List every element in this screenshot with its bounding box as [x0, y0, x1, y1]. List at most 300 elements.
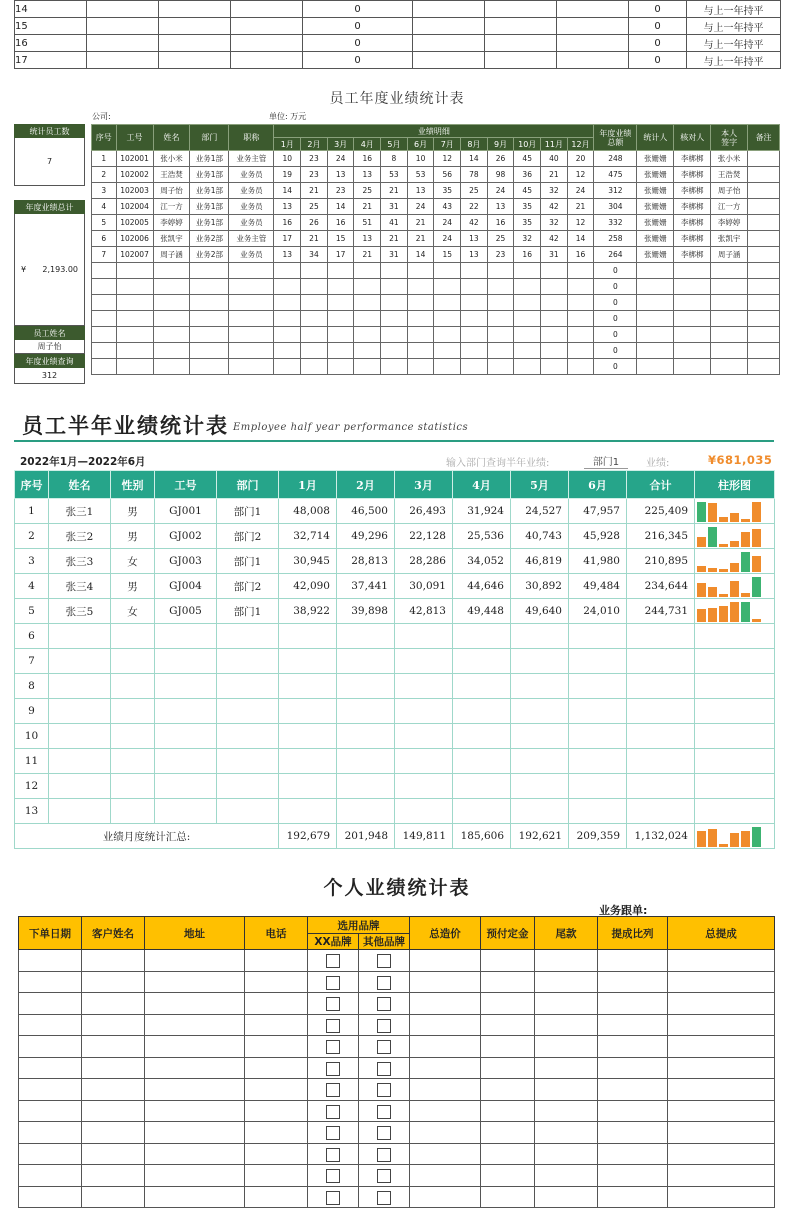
brand-other-checkbox[interactable] — [377, 997, 391, 1011]
header-month: 5月 — [381, 138, 408, 151]
empty-cell[interactable] — [410, 1014, 481, 1036]
employee-count-label: 统计员工数 — [14, 124, 85, 138]
annual-cell-month: 22 — [461, 199, 488, 215]
empty-cell[interactable] — [410, 1100, 481, 1122]
half-cell-month: 45,928 — [569, 524, 627, 549]
empty-cell — [627, 624, 695, 649]
empty-cell[interactable] — [481, 1014, 535, 1036]
brand-other-checkbox[interactable] — [377, 1105, 391, 1119]
brand-xx-cell — [308, 1122, 359, 1144]
annual-cell-sign: 王浩焚 — [711, 167, 748, 183]
empty-cell[interactable] — [481, 1079, 535, 1101]
empty-cell[interactable] — [668, 950, 775, 972]
empty-cell[interactable] — [245, 1036, 308, 1058]
empty-cell — [637, 327, 674, 343]
empty-cell[interactable] — [668, 1100, 775, 1122]
empty-cell — [569, 649, 627, 674]
annual-cell-month: 19 — [274, 167, 301, 183]
empty-cell — [301, 263, 328, 279]
empty-cell[interactable] — [245, 1079, 308, 1101]
empty-cell[interactable] — [481, 1100, 535, 1122]
empty-cell — [674, 359, 711, 375]
empty-cell[interactable] — [245, 1014, 308, 1036]
empty-cell[interactable] — [245, 1165, 308, 1187]
empty-cell[interactable] — [481, 971, 535, 993]
empty-cell[interactable] — [535, 1143, 598, 1165]
empty-cell[interactable] — [245, 1143, 308, 1165]
annual-cell-no: 1 — [92, 151, 117, 167]
personal-row — [19, 1014, 775, 1036]
empty-cell — [695, 699, 775, 724]
annual-cell-month: 26 — [487, 151, 514, 167]
empty-cell[interactable] — [82, 1036, 145, 1058]
half-cell-name: 张三4 — [49, 574, 111, 599]
annual-cell-month: 53 — [407, 167, 434, 183]
sparkline-bar — [708, 568, 717, 572]
empty-cell — [567, 279, 594, 295]
sparkline-bar — [730, 581, 739, 597]
empty-cell[interactable] — [410, 993, 481, 1015]
empty-cell — [485, 1, 557, 18]
empty-cell[interactable] — [598, 1079, 668, 1101]
empty-cell[interactable] — [481, 1122, 535, 1144]
annual-cell-name: 周子怡 — [153, 183, 190, 199]
empty-cell[interactable] — [82, 1122, 145, 1144]
empty-cell[interactable] — [598, 1014, 668, 1036]
annual-cell-total: 0 — [594, 359, 637, 375]
empty-cell[interactable] — [145, 1122, 245, 1144]
empty-cell — [453, 749, 511, 774]
empty-cell[interactable] — [145, 1014, 245, 1036]
header-total-cost: 总造价 — [410, 917, 481, 950]
empty-cell — [49, 674, 111, 699]
empty-cell[interactable] — [598, 971, 668, 993]
annual-cell-month: 8 — [381, 151, 408, 167]
empty-cell[interactable] — [535, 1079, 598, 1101]
sparkline-bar — [708, 608, 717, 622]
empty-cell[interactable] — [535, 950, 598, 972]
sparkline-bar — [708, 527, 717, 547]
empty-cell — [155, 624, 217, 649]
annual-cell-stat: 张姗姗 — [637, 231, 674, 247]
half-cell-chart — [695, 524, 775, 549]
half-row — [15, 549, 775, 574]
empty-cell[interactable] — [598, 1122, 668, 1144]
empty-cell[interactable] — [598, 1186, 668, 1208]
half-cell-id: GJ003 — [155, 549, 217, 574]
empty-cell — [116, 263, 153, 279]
empty-cell[interactable] — [245, 1057, 308, 1079]
half-cell-dept: 部门2 — [217, 574, 279, 599]
annual-cell-month: 24 — [567, 183, 594, 199]
annual-cell-month: 13 — [407, 183, 434, 199]
brand-other-checkbox[interactable] — [377, 1019, 391, 1033]
annual-cell-month: 24 — [434, 215, 461, 231]
empty-cell[interactable] — [245, 993, 308, 1015]
empty-cell[interactable] — [535, 1014, 598, 1036]
half-header-cell: 3月 — [395, 471, 453, 499]
brand-xx-checkbox[interactable] — [326, 1062, 340, 1076]
empty-cell — [748, 327, 780, 343]
brand-xx-checkbox[interactable] — [326, 1126, 340, 1140]
empty-cell — [511, 799, 569, 824]
header-no: 序号 — [92, 125, 117, 151]
empty-cell[interactable] — [668, 1014, 775, 1036]
annual-cell-sign: 张小米 — [711, 151, 748, 167]
empty-cell — [87, 1, 159, 18]
empty-cell — [381, 343, 408, 359]
empty-cell[interactable] — [410, 1079, 481, 1101]
annual-empty-row — [92, 343, 780, 359]
half-cell-sex: 女 — [111, 599, 155, 624]
half-cell-dept: 部门1 — [217, 549, 279, 574]
empty-cell — [514, 343, 541, 359]
empty-cell[interactable] — [19, 971, 82, 993]
empty-cell[interactable] — [82, 1186, 145, 1208]
empty-cell[interactable] — [410, 1036, 481, 1058]
empty-cell[interactable] — [668, 1122, 775, 1144]
empty-cell[interactable] — [245, 950, 308, 972]
sparkline-bar — [752, 577, 761, 597]
top-row — [15, 35, 781, 52]
empty-cell[interactable] — [145, 993, 245, 1015]
empty-cell[interactable] — [598, 993, 668, 1015]
empty-cell[interactable] — [145, 950, 245, 972]
empty-cell[interactable] — [410, 1057, 481, 1079]
half-cell-id: GJ001 — [155, 499, 217, 524]
brand-other-checkbox[interactable] — [377, 1040, 391, 1054]
half-cell-month: 39,898 — [337, 599, 395, 624]
empty-cell[interactable] — [82, 993, 145, 1015]
empty-cell[interactable] — [481, 993, 535, 1015]
half-cell-no: 13 — [15, 799, 49, 824]
sparkline-bar — [708, 587, 717, 596]
empty-cell — [511, 724, 569, 749]
empty-cell[interactable] — [145, 971, 245, 993]
annual-cell-month: 53 — [381, 167, 408, 183]
header-detail: 业绩明细 — [274, 125, 594, 138]
annual-cell-dept: 业务1部 — [190, 199, 229, 215]
empty-cell[interactable] — [410, 1143, 481, 1165]
empty-cell — [279, 649, 337, 674]
empty-cell[interactable] — [668, 1143, 775, 1165]
annual-cell-month: 16 — [274, 215, 301, 231]
brand-xx-checkbox[interactable] — [326, 1019, 340, 1033]
annual-cell-remark — [748, 247, 780, 263]
annual-cell-month: 23 — [301, 167, 328, 183]
brand-xx-checkbox[interactable] — [326, 1040, 340, 1054]
brand-xx-checkbox[interactable] — [326, 954, 340, 968]
empty-cell[interactable] — [145, 1100, 245, 1122]
empty-cell[interactable] — [145, 1036, 245, 1058]
empty-cell[interactable] — [19, 1100, 82, 1122]
brand-other-checkbox[interactable] — [377, 954, 391, 968]
annual-total-value: 2,193.00 — [42, 265, 78, 274]
empty-cell[interactable] — [19, 1057, 82, 1079]
empty-cell[interactable] — [145, 1079, 245, 1101]
empty-cell[interactable] — [668, 993, 775, 1015]
empty-cell[interactable] — [535, 1057, 598, 1079]
empty-cell[interactable] — [598, 1036, 668, 1058]
empty-cell — [567, 311, 594, 327]
empty-cell[interactable] — [598, 1100, 668, 1122]
annual-cell-month: 31 — [541, 247, 568, 263]
personal-row — [19, 1100, 775, 1122]
personal-row — [19, 950, 775, 972]
empty-cell[interactable] — [19, 1143, 82, 1165]
empty-cell[interactable] — [19, 950, 82, 972]
empty-cell — [337, 624, 395, 649]
annual-cell-month: 13 — [327, 167, 354, 183]
empty-cell[interactable] — [82, 1079, 145, 1101]
half-year-section — [14, 402, 780, 850]
annual-cell-remark — [748, 151, 780, 167]
annual-cell-sign: 周子怡 — [711, 183, 748, 199]
empty-cell[interactable] — [481, 1165, 535, 1187]
empty-cell[interactable] — [598, 1057, 668, 1079]
annual-empty-row — [92, 263, 780, 279]
empty-cell[interactable] — [668, 971, 775, 993]
empty-cell — [395, 774, 453, 799]
empty-cell — [748, 279, 780, 295]
brand-xx-checkbox[interactable] — [326, 976, 340, 990]
empty-cell[interactable] — [19, 1122, 82, 1144]
empty-cell — [155, 799, 217, 824]
empty-cell[interactable] — [535, 1122, 598, 1144]
empty-cell — [637, 263, 674, 279]
sparkline-bar — [697, 609, 706, 622]
empty-cell — [190, 279, 229, 295]
empty-cell — [229, 359, 274, 375]
empty-cell[interactable] — [410, 1165, 481, 1187]
annual-empty-row — [92, 327, 780, 343]
annual-cell-month: 12 — [434, 151, 461, 167]
annual-cell-month: 13 — [461, 247, 488, 263]
brand-xx-checkbox[interactable] — [326, 1148, 340, 1162]
brand-xx-checkbox[interactable] — [326, 997, 340, 1011]
annual-row — [92, 183, 780, 199]
empty-cell[interactable] — [245, 1122, 308, 1144]
dept-query-label: 输入部门查询半年业绩: — [446, 458, 550, 469]
empty-cell[interactable] — [598, 1143, 668, 1165]
annual-cell-month: 21 — [407, 231, 434, 247]
empty-cell[interactable] — [19, 1014, 82, 1036]
brand-other-checkbox[interactable] — [377, 1148, 391, 1162]
brand-xx-cell — [308, 1165, 359, 1187]
empty-cell[interactable] — [481, 1143, 535, 1165]
empty-cell — [569, 774, 627, 799]
sparkline-bar — [741, 602, 750, 622]
half-row — [15, 574, 775, 599]
top-row-value: 0 — [303, 1, 413, 18]
empty-cell[interactable] — [410, 1122, 481, 1144]
empty-cell — [637, 311, 674, 327]
empty-cell — [301, 311, 328, 327]
empty-cell — [674, 327, 711, 343]
empty-cell[interactable] — [82, 1100, 145, 1122]
half-cell-no: 3 — [15, 549, 49, 574]
empty-cell — [487, 327, 514, 343]
annual-cell-name: 李婷婷 — [153, 215, 190, 231]
brand-xx-checkbox[interactable] — [326, 1191, 340, 1205]
empty-cell — [569, 699, 627, 724]
empty-cell — [354, 343, 381, 359]
empty-cell[interactable] — [598, 1165, 668, 1187]
empty-cell[interactable] — [82, 1165, 145, 1187]
empty-cell[interactable] — [82, 950, 145, 972]
empty-cell[interactable] — [668, 1165, 775, 1187]
brand-other-checkbox[interactable] — [377, 1169, 391, 1183]
half-cell-chart — [695, 499, 775, 524]
empty-cell — [407, 359, 434, 375]
annual-cell-month: 25 — [487, 231, 514, 247]
empty-cell[interactable] — [481, 1186, 535, 1208]
annual-cell-stat: 张姗姗 — [637, 199, 674, 215]
empty-cell[interactable] — [245, 1186, 308, 1208]
empty-cell — [229, 295, 274, 311]
sparkline-bar — [697, 831, 706, 846]
annual-cell-month: 13 — [274, 247, 301, 263]
empty-cell — [434, 295, 461, 311]
empty-cell[interactable] — [535, 971, 598, 993]
brand-xx-cell — [308, 950, 359, 972]
empty-cell[interactable] — [535, 1036, 598, 1058]
brand-xx-checkbox[interactable] — [326, 1105, 340, 1119]
empty-cell — [327, 327, 354, 343]
empty-cell — [407, 295, 434, 311]
half-cell-month: 28,286 — [395, 549, 453, 574]
sparkline-bar — [752, 556, 761, 572]
empty-cell[interactable] — [668, 1036, 775, 1058]
empty-cell[interactable] — [668, 1186, 775, 1208]
empty-cell[interactable] — [145, 1057, 245, 1079]
half-cell-sex: 男 — [111, 524, 155, 549]
annual-cell-month: 23 — [301, 151, 328, 167]
empty-cell[interactable] — [19, 1079, 82, 1101]
empty-cell[interactable] — [19, 1165, 82, 1187]
empty-cell — [111, 624, 155, 649]
sparkline-bar — [752, 619, 761, 622]
annual-cell-checker: 李梆梆 — [674, 151, 711, 167]
empty-cell — [153, 295, 190, 311]
empty-cell[interactable] — [245, 971, 308, 993]
empty-cell[interactable] — [19, 1186, 82, 1208]
brand-other-checkbox[interactable] — [377, 1191, 391, 1205]
empty-cell[interactable] — [19, 993, 82, 1015]
annual-cell-dept: 业务1部 — [190, 183, 229, 199]
empty-cell — [153, 279, 190, 295]
annual-cell-month: 13 — [354, 167, 381, 183]
empty-cell[interactable] — [535, 993, 598, 1015]
half-cell-month: 28,813 — [337, 549, 395, 574]
annual-cell-month: 24 — [407, 199, 434, 215]
empty-cell — [637, 359, 674, 375]
half-empty-row — [15, 699, 775, 724]
empty-cell[interactable] — [668, 1079, 775, 1101]
empty-cell[interactable] — [245, 1100, 308, 1122]
empty-cell — [231, 52, 303, 69]
empty-cell[interactable] — [410, 1186, 481, 1208]
empty-cell[interactable] — [145, 1186, 245, 1208]
empty-cell[interactable] — [668, 1057, 775, 1079]
empty-cell[interactable] — [82, 971, 145, 993]
empty-cell — [87, 35, 159, 52]
brand-other-checkbox[interactable] — [377, 1062, 391, 1076]
empty-cell — [217, 674, 279, 699]
empty-cell — [541, 311, 568, 327]
employee-name-input[interactable]: 周子怡 — [14, 340, 85, 354]
brand-xx-checkbox[interactable] — [326, 1083, 340, 1097]
sparkline-bar — [730, 602, 739, 622]
empty-cell[interactable] — [145, 1143, 245, 1165]
brand-xx-cell — [308, 1143, 359, 1165]
brand-other-checkbox[interactable] — [377, 1083, 391, 1097]
annual-cell-month: 21 — [407, 215, 434, 231]
empty-cell[interactable] — [481, 950, 535, 972]
empty-cell — [111, 724, 155, 749]
empty-cell[interactable] — [535, 1165, 598, 1187]
empty-cell[interactable] — [598, 950, 668, 972]
brand-xx-cell — [308, 993, 359, 1015]
empty-cell[interactable] — [481, 1036, 535, 1058]
sparkline-bar — [741, 519, 750, 522]
annual-cell-month: 31 — [381, 199, 408, 215]
annual-cell-total: 248 — [594, 151, 637, 167]
empty-cell[interactable] — [82, 1057, 145, 1079]
empty-cell — [485, 35, 557, 52]
annual-cell-month: 35 — [434, 183, 461, 199]
annual-cell-name: 江一方 — [153, 199, 190, 215]
empty-cell[interactable] — [19, 1036, 82, 1058]
empty-cell — [485, 18, 557, 35]
half-empty-row — [15, 649, 775, 674]
empty-cell — [301, 295, 328, 311]
brand-other-checkbox[interactable] — [377, 1126, 391, 1140]
empty-cell — [557, 52, 629, 69]
annual-performance-section — [14, 86, 780, 392]
empty-cell — [627, 649, 695, 674]
empty-cell — [274, 327, 301, 343]
sparkline-bar — [730, 513, 739, 521]
brand-xx-checkbox[interactable] — [326, 1169, 340, 1183]
empty-cell — [395, 724, 453, 749]
empty-cell[interactable] — [82, 1143, 145, 1165]
empty-cell — [453, 674, 511, 699]
empty-cell[interactable] — [145, 1165, 245, 1187]
empty-cell — [190, 359, 229, 375]
empty-cell — [49, 699, 111, 724]
dept-input[interactable]: 部门1 — [584, 453, 628, 469]
brand-xx-cell — [308, 1036, 359, 1058]
annual-cell-month: 16 — [327, 215, 354, 231]
annual-cell-month: 24 — [327, 151, 354, 167]
empty-cell[interactable] — [410, 950, 481, 972]
half-cell-total: 216,345 — [627, 524, 695, 549]
summary-month: 209,359 — [569, 824, 627, 849]
empty-cell[interactable] — [410, 971, 481, 993]
brand-other-checkbox[interactable] — [377, 976, 391, 990]
annual-cell-month: 42 — [541, 231, 568, 247]
empty-cell — [337, 674, 395, 699]
empty-cell[interactable] — [481, 1057, 535, 1079]
empty-cell[interactable] — [535, 1186, 598, 1208]
empty-cell — [279, 624, 337, 649]
annual-cell-sign: 周子涵 — [711, 247, 748, 263]
empty-cell — [354, 327, 381, 343]
empty-cell[interactable] — [535, 1100, 598, 1122]
unit-label: 单位: 万元 — [269, 112, 307, 121]
empty-cell[interactable] — [82, 1014, 145, 1036]
